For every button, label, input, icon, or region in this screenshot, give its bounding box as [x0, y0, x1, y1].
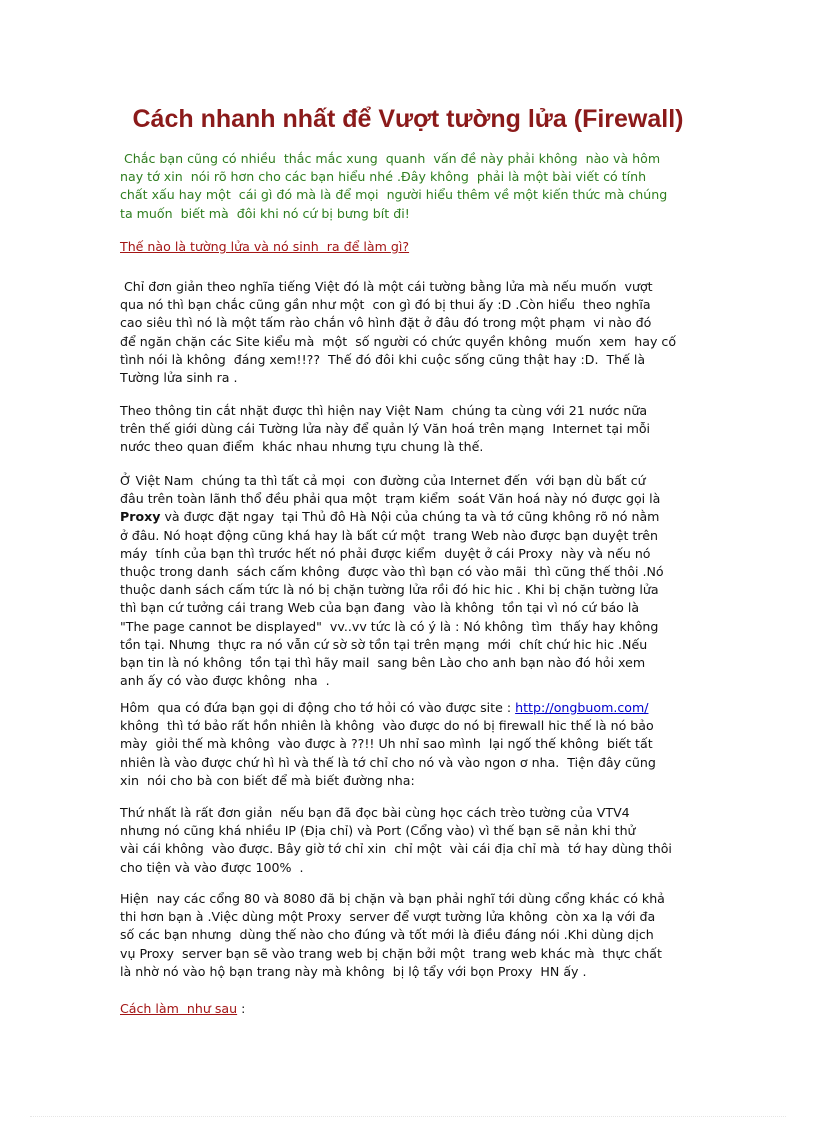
text-line: đâu trên toàn lãnh thổ đều phải qua một trạm kiểm soát Văn hoá này nó được gọi là — [120, 491, 661, 507]
text-line: cao siêu thì nó là một tấm rào chắn vô hình đặt ở đâu đó trong một phạm vi nào đó — [120, 315, 652, 331]
text-line: tình nói là không đáng xem!!?? Thế đó đôi khi cuộc sống cũng thật hay :D. Thế là — [120, 351, 646, 367]
text-line: nước theo quan điểm khác nhau nhưng tựu chung là thế. — [120, 439, 484, 455]
site-url-link[interactable]: http://ongbuom.com/ — [515, 700, 649, 715]
text-line: xin nói cho bà con biết để mà biết đường nha: — [120, 772, 415, 788]
text-line: nhưng nó cũng khá nhiều IP (Địa chỉ) và Port (Cổng vào) vì thế bạn sẽ nản khi thử — [120, 823, 636, 839]
text-line: Ở Việt Nam chúng ta thì tất cả mọi con đường của Internet đến với bạn dù bất cứ — [120, 473, 646, 488]
text-line: thi hơn bạn à .Việc dùng một Proxy server để vượt tường lửa không còn xa lạ với đa — [120, 909, 656, 925]
intro-line: chất xấu hay một cái gì đó mà là để mọi người hiểu thêm về một kiến thức mà chúng — [120, 187, 668, 203]
text-line: Tường lửa sinh ra . — [120, 370, 238, 386]
page-bottom-divider — [30, 1116, 786, 1117]
intro-line: Chắc bạn cũng có nhiều thắc mắc xung quanh vấn đề này phải không nào và hôm — [120, 151, 661, 166]
text-line: qua nó thì bạn chắc cũng gần như một con gì đó bị thui ấy :D .Còn hiểu theo nghĩa — [120, 297, 651, 313]
text-line: mày giỏi thế mà không vào được à ??!! Uh nhỉ sao mình lại ngố thế không biết tất — [120, 736, 653, 752]
paragraph-countries — [120, 402, 705, 457]
page-title: Cách nhanh nhất để Vượt tường lửa (Firewall) — [132, 105, 684, 133]
section-heading-how-to[interactable] — [120, 1000, 705, 1018]
paragraph-proxy-server — [120, 890, 705, 981]
paragraph-proxy-vietnam — [120, 472, 705, 690]
text-line: anh ấy có vào được không nha . — [120, 673, 330, 689]
intro-line: nay tớ xin nói rõ hơn cho các bạn hiểu nhé .Đây không phải là một bài viết có tính — [120, 169, 647, 185]
intro-line: ta muốn biết mà đôi khi nó cứ bị bưng bít đi! — [120, 205, 410, 221]
section-heading-link[interactable]: Thế nào là tường lửa và nó sinh ra để làm gì? — [120, 239, 410, 254]
text-line: vụ Proxy server bạn sẽ vào trang web bị chặn bởi một trang web khác mà thực chất — [120, 945, 662, 961]
text-line: là nhờ nó vào hộ bạn trang này mà không bị lộ tẩy với bọn Proxy HN ấy . — [120, 963, 587, 979]
paragraph-site-anecdote — [120, 699, 705, 790]
paragraph-vtv4 — [120, 804, 705, 877]
text-line: trên thế giới dùng cái Tường lửa này để quản lý Văn hoá trên mạng Internet tại mỗi — [120, 421, 651, 437]
text-line: thì bạn cứ tưởng cái trang Web của bạn đang vào là không tồn tại vì nó cứ báo là — [120, 600, 640, 616]
intro-paragraph — [120, 150, 705, 223]
text-line: Chỉ đơn giản theo nghĩa tiếng Việt đó là một cái tường bằng lửa mà nếu muốn vượt — [120, 279, 653, 294]
heading-suffix: : — [237, 1001, 246, 1016]
text-line: "The page cannot be displayed" vv..vv tức là có ý là : Nó không tìm thấy hay không — [120, 618, 659, 634]
section-heading-link[interactable]: Cách làm như sau — [120, 1001, 238, 1016]
text-line: không thì tớ bảo rất hồn nhiên là không vào được do nó bị firewall hic thế là nó bảo — [120, 718, 654, 734]
text-line: thuộc trong danh sách cấm không được vào thì bạn có vào mãi thì cũng thế thôi .Nó — [120, 564, 664, 580]
text-line: Thứ nhất là rất đơn giản nếu bạn đã đọc bài cùng học cách trèo tường của VTV4 — [120, 805, 630, 820]
text-line: bạn tin là nó không tồn tại thì hãy mail sang bên Lào cho anh bạn nào đó hỏi xem — [120, 655, 646, 671]
text-line: cho tiện và vào được 100% . — [120, 859, 304, 875]
text-line: để ngăn chặn các Site kiểu mà một số người có chức quyền không muốn xem hay cố — [120, 333, 677, 349]
text-line: Hiện nay các cổng 80 và 8080 đã bị chặn và bạn phải nghĩ tới dùng cổng khác có khả — [120, 891, 665, 906]
text-line: Theo thông tin cắt nhặt được thì hiện nay Việt Nam chúng ta cùng với 21 nước nữa — [120, 403, 648, 418]
text-line: máy tính của bạn thì trước hết nó phải được kiểm duyệt ở cái Proxy này và nếu nó — [120, 545, 651, 561]
text-line: vài cái không vào được. Bây giờ tớ chỉ xin chỉ một vài cái địa chỉ mà tớ hay dùng thôi — [120, 841, 672, 857]
text-line: tồn tại. Nhưng thực ra nó vẫn cứ sờ sờ tồn tại trên mạng mới chít chứ hic hic .Nếu — [120, 636, 648, 652]
text-line: ở đâu. Nó hoạt động cũng khá hay là bất cứ một trang Web nào được bạn duyệt trên — [120, 527, 658, 543]
section-heading-what-is-firewall[interactable] — [120, 238, 705, 256]
proxy-bold-term: Proxy — [120, 509, 161, 525]
text-line: số các bạn nhưng dùng thế nào cho đúng và tốt mới là điều đáng nói .Khi dùng dịch — [120, 927, 654, 943]
paragraph-definition — [120, 278, 705, 387]
text-line: và được đặt ngay tại Thủ đô Hà Nội của chúng ta và tớ cũng không rõ nó nằm — [160, 509, 660, 525]
text-line: Hôm qua có đứa bạn gọi di động cho tớ hỏi có vào được site : — [120, 700, 516, 715]
text-line: nhiên là vào được chứ hì hì và thế là tớ chỉ cho nó và vào ngon ơ nha. Tiện đây cũng — [120, 754, 656, 770]
text-line: thuộc danh sách cấm tức là nó bị chặn tường lửa rồi đó hic hic . Khi bị chặn tường lửa — [120, 582, 659, 598]
